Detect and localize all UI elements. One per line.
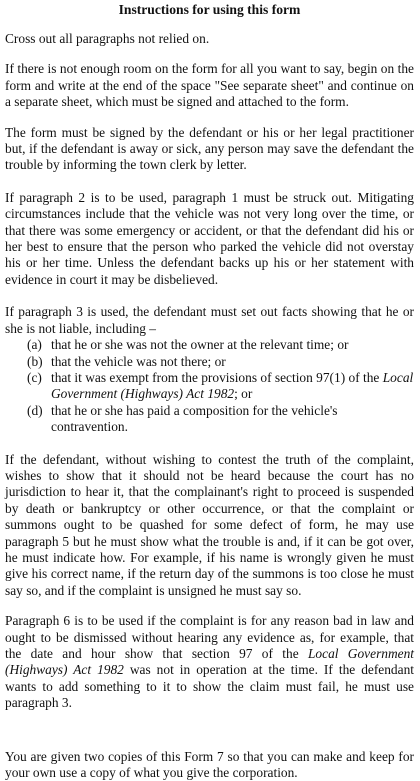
- crossout-paragraph: Cross out all paragraphs not relied on.: [5, 31, 210, 46]
- list-item: [5, 370, 414, 403]
- page-title: Instructions for using this form: [118, 2, 301, 17]
- list-item-text: that he or she was not the owner at the relevant time; or: [51, 337, 349, 353]
- list-item-text-after: ; or: [234, 386, 253, 402]
- signature-paragraph: The form must be signed by the defendant or his or her legal practitioner but, if the defendant is away or sick, any person may save the defendant the trouble by informing the town clerk by letter.: [5, 124, 414, 173]
- paragraph-2-instructions: If paragraph 2 is to be used, paragraph 1 must be struck out. Mitigating circumstances include that the vehicle was not very long over the time, or that there was some emergency or accident, or that the defendant did his or her best to ensure that the person who parked the vehicle did not overstay his or her time. Unless the defendant backs up his or her statement with evidence in court it may be disbelieved.: [5, 189, 414, 287]
- list-item: [5, 354, 414, 370]
- act-title: Local Government (Highways) Act 1982: [51, 369, 414, 402]
- list-item-letter: (a): [27, 337, 42, 353]
- paragraph-6-instructions: [5, 613, 414, 711]
- list-item-text: that the vehicle was not there; or: [51, 353, 226, 369]
- list-item-text: [51, 370, 414, 403]
- act-title: Local Government (Highways) Act 1982: [5, 646, 414, 678]
- paragraph-6-text-after: was not in operation at the time. If the defendant wants to add something to it to show the claim must fail, he must use paragraph 3.: [5, 662, 414, 711]
- list-item-letter: (b): [27, 353, 43, 369]
- list-item-letter: (c): [27, 369, 42, 385]
- paragraph-5-instructions: If the defendant, without wishing to contest the truth of the complaint, wishes to show that it should not be heard because the court has no jurisdiction to hear it, that the complainant's right to proceed is suspended by death or bankruptcy or other occurrence, or that the complaint or summons ought to be quashed for some defect of form, he may use paragraph 5 but he must show what the trouble is and, if it can be got over, he must indicate how. For example, if his name is wrongly given he must give his correct name, if the return day of the summons is too close he must say so, and if the complaint is unsigned he must say so.: [5, 451, 414, 598]
- list-item-letter: (d): [27, 402, 43, 418]
- list-item-text-before: that it was exempt from the provisions of section 97(1) of the: [51, 369, 383, 385]
- list-item: [5, 337, 414, 353]
- list-item-text: that he or she has paid a composition for the vehicle's contravention.: [51, 402, 338, 435]
- list-item: [5, 403, 414, 436]
- paragraph-6-text-before: Paragraph 6 is to be used if the complaint is for any reason bad in law and ought to be dismissed without hearing any evidence as, for example, that the date and hour show that section 97 of the: [5, 613, 414, 661]
- liability-list: [5, 337, 414, 435]
- paragraph-3-instructions: [5, 304, 414, 435]
- copies-paragraph: You are given two copies of this Form 7 so that you can make and keep for your own use a copy of what you give the corporation.: [5, 748, 414, 781]
- separate-sheet-paragraph: If there is not enough room on the form for all you want to say, begin on the form and write at the end of the space "See separate sheet" and continue on a separate sheet, which must be signed and attached to the form.: [5, 61, 414, 110]
- paragraph-3-intro: If paragraph 3 is used, the defendant must set out facts showing that he or she is not liable, including –: [5, 304, 414, 336]
